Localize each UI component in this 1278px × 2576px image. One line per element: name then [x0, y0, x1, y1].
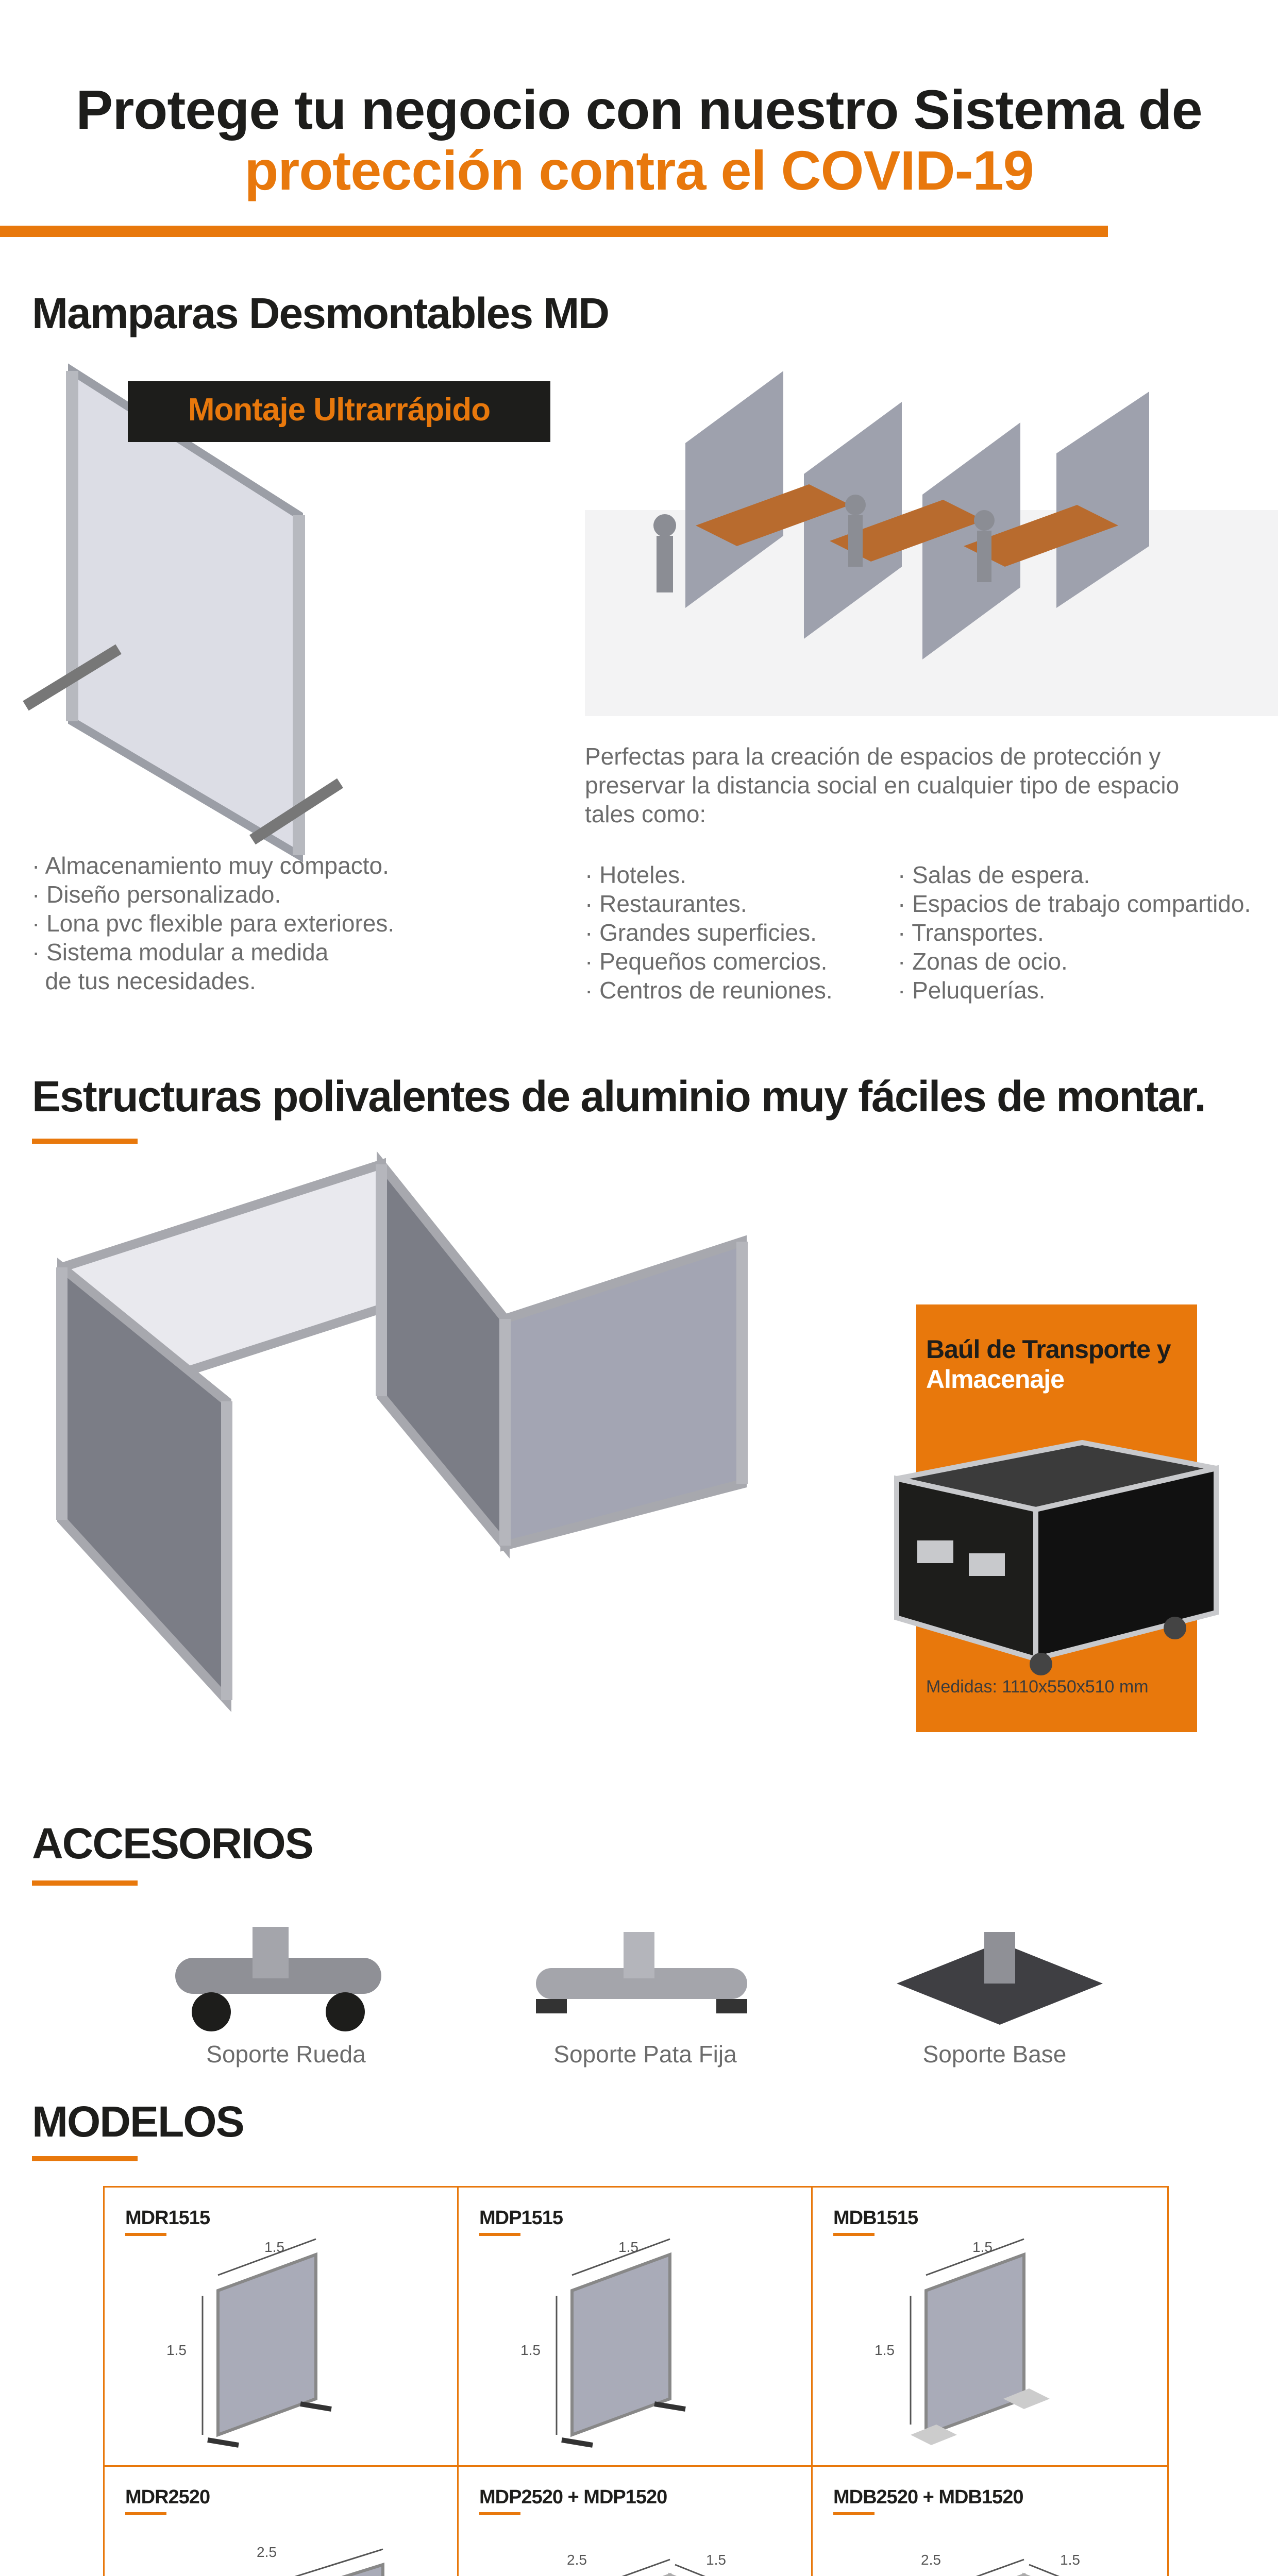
accessory-label-rueda: Soporte Rueda	[206, 2041, 366, 2067]
list-item: · Hoteles.	[585, 861, 686, 888]
model-cell-mdp2520-mdp1520	[457, 2465, 813, 2576]
list-item: · Pequeños comercios.	[585, 948, 828, 975]
model-cell-mdr1515	[103, 2186, 459, 2467]
model-drawing	[510, 2534, 778, 2576]
model-drawing	[905, 2229, 1122, 2455]
model-name: MDP1515	[479, 2207, 563, 2229]
model-rule	[833, 2233, 875, 2236]
dimension-label: 2.5	[257, 2544, 277, 2560]
dimension-label: 2.5	[921, 2552, 941, 2568]
list-item: · Lona pvc flexible para exteriores.	[32, 910, 395, 937]
dimension-label: 1.5	[520, 2342, 541, 2358]
md-feature-list	[32, 851, 394, 995]
model-rule	[479, 2233, 520, 2236]
list-item: · Peluquerías.	[898, 977, 1046, 1004]
trunk-title-line2: Almacenaje	[926, 1365, 1064, 1394]
list-item: · Grandes superficies.	[585, 919, 817, 946]
model-drawing	[187, 2534, 414, 2576]
accessory-label-pata-fija: Soporte Pata Fija	[553, 2041, 737, 2067]
list-item: · Diseño personalizado.	[32, 881, 281, 908]
dimension-label: 1.5	[264, 2239, 284, 2255]
list-item: · Transportes.	[898, 919, 1044, 946]
dimension-label: 2.5	[567, 2552, 587, 2568]
structure-illustration	[31, 1154, 778, 1721]
montaje-badge-text: Montaje Ultrarrápido	[188, 392, 491, 428]
list-item: · Centros de reuniones.	[585, 977, 833, 1004]
model-rule	[125, 2233, 166, 2236]
md-description	[585, 742, 1179, 828]
list-item: · Salas de espera.	[898, 861, 1090, 888]
section-rule	[32, 2156, 138, 2161]
description-line: Perfectas para la creación de espacios de protección y	[585, 743, 1161, 770]
model-drawing	[864, 2534, 1132, 2576]
uses-list-col2	[898, 860, 1251, 1005]
dimension-label: 1.5	[1060, 2552, 1080, 2568]
dimension-label: 1.5	[875, 2342, 895, 2358]
trunk-title-line1: Baúl de Transporte y	[926, 1335, 1171, 1364]
model-cell-mdb2520-mdb1520	[811, 2465, 1169, 2576]
dimension-label: 1.5	[706, 2552, 726, 2568]
model-rule	[833, 2512, 875, 2515]
uses-list-col1	[585, 860, 833, 1005]
section-rule	[32, 1880, 138, 1886]
section-title-accessories: ACCESORIOS	[32, 1819, 313, 1868]
list-item: de tus necesidades.	[32, 968, 256, 994]
section-title-structures: Estructuras polivalentes de aluminio muy fáciles de montar.	[32, 1072, 1205, 1121]
list-item: · Restaurantes.	[585, 890, 747, 917]
office-illustration	[634, 371, 1175, 659]
section-rule	[32, 1139, 138, 1144]
model-name: MDR2520	[125, 2486, 210, 2508]
dimension-label: 1.5	[166, 2342, 187, 2358]
model-name: MDP2520 + MDP1520	[479, 2486, 667, 2508]
page-title-line2: protección contra el COVID-19	[244, 139, 1034, 201]
section-title-models: MODELOS	[32, 2097, 244, 2146]
model-name: MDB1515	[833, 2207, 918, 2229]
model-cell-mdr2520	[103, 2465, 459, 2576]
page-title-line1: Protege tu negocio con nuestro Sistema de	[76, 78, 1202, 141]
model-cell-mdp1515	[457, 2186, 813, 2467]
soporte-pata-fija-icon	[526, 1927, 758, 2025]
section-title-md: Mamparas Desmontables MD	[32, 289, 609, 337]
model-rule	[125, 2512, 166, 2515]
model-drawing	[551, 2229, 768, 2455]
soporte-base-icon	[892, 1922, 1108, 2025]
model-cell-mdb1515	[811, 2186, 1169, 2467]
dimension-label: 1.5	[972, 2239, 993, 2255]
accessory-label-base: Soporte Base	[922, 2041, 1067, 2067]
soporte-rueda-icon	[165, 1922, 392, 2040]
model-name: MDR1515	[125, 2207, 210, 2229]
model-drawing	[197, 2229, 414, 2455]
model-rule	[479, 2512, 520, 2515]
header-rule	[0, 226, 1108, 237]
model-name: MDB2520 + MDB1520	[833, 2486, 1023, 2508]
dimension-label: 1.5	[618, 2239, 638, 2255]
list-item: · Sistema modular a medida	[32, 939, 329, 965]
list-item: · Almacenamiento muy compacto.	[32, 852, 389, 879]
list-item: · Espacios de trabajo compartido.	[898, 890, 1251, 917]
trunk-illustration	[886, 1422, 1226, 1669]
list-item: · Zonas de ocio.	[898, 948, 1068, 975]
description-line: preservar la distancia social en cualquier tipo de espacio	[585, 772, 1180, 799]
description-line: tales como:	[585, 801, 707, 827]
trunk-measures: Medidas: 1110x550x510 mm	[926, 1677, 1149, 1697]
